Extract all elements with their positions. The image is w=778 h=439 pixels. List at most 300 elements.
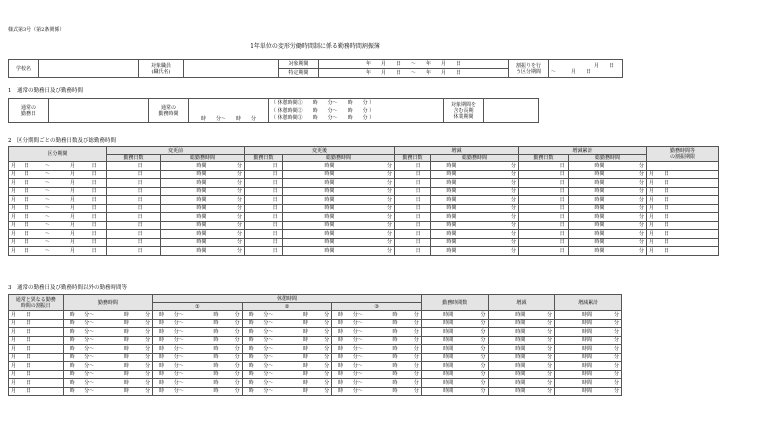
hours-value-before[interactable] xyxy=(161,221,195,230)
period-end-day[interactable]: 日 xyxy=(83,247,107,256)
period-end-month[interactable]: 月 xyxy=(63,187,83,196)
hours-value-change[interactable] xyxy=(431,247,445,256)
change-hours[interactable]: 時間 xyxy=(488,370,527,379)
work-hours-end-hour[interactable]: 時 xyxy=(118,353,135,362)
deadline-date[interactable]: 月 日 xyxy=(647,170,719,179)
break-1-start-hour[interactable]: 時 xyxy=(153,362,170,371)
break-1-start-minute[interactable]: 分～ xyxy=(170,311,187,320)
break-2-start-hour[interactable]: 時 xyxy=(242,387,259,396)
hours-value-after[interactable] xyxy=(283,230,323,239)
work-hours-end-hour[interactable]: 時 xyxy=(118,336,135,345)
break-1-end-hour[interactable]: 時 xyxy=(207,319,224,328)
cumulative-minutes[interactable]: 分 xyxy=(594,370,622,379)
period-end-month[interactable]: 月 xyxy=(63,196,83,205)
days-value-after[interactable] xyxy=(245,204,269,213)
period-start-month[interactable]: 月 xyxy=(9,247,21,256)
specific-period-dates[interactable]: 年 月 日 ～ 年 月 日 xyxy=(319,69,509,78)
cumulative-hours[interactable]: 時間 xyxy=(555,319,594,328)
target-period-dates[interactable]: 年 月 日 ～ 年 月 日 xyxy=(319,60,509,69)
days-value-change[interactable] xyxy=(395,162,407,171)
period-start-month[interactable]: 月 xyxy=(9,187,21,196)
duration-hours[interactable]: 時間 xyxy=(421,345,455,354)
hours-value-before[interactable] xyxy=(161,213,195,222)
break-2-start-minute[interactable]: 分～ xyxy=(260,387,277,396)
days-value-before[interactable] xyxy=(107,221,121,230)
allocation-date[interactable]: 月 日 xyxy=(9,345,64,354)
work-hours-start-minute[interactable]: 分～ xyxy=(81,362,98,371)
period-end-month[interactable]: 月 xyxy=(63,238,83,247)
work-hours-end-minute[interactable]: 分 xyxy=(135,353,152,362)
cumulative-hours[interactable]: 時間 xyxy=(555,362,594,371)
hours-value-after[interactable] xyxy=(283,187,323,196)
days-value-change[interactable] xyxy=(395,221,407,230)
duration-minutes[interactable]: 分 xyxy=(455,370,488,379)
period-start-month[interactable]: 月 xyxy=(9,230,21,239)
break-2-start-hour[interactable]: 時 xyxy=(242,336,259,345)
hours-value-after[interactable] xyxy=(283,221,323,230)
cumulative-minutes[interactable]: 分 xyxy=(594,336,622,345)
days-value-change[interactable] xyxy=(395,204,407,213)
break-time-1[interactable]: （ 休憩時間① 時 分～ 時 分 ） xyxy=(269,99,444,107)
allocation-date[interactable]: 月 日 xyxy=(9,387,64,396)
work-hours-end-hour[interactable]: 時 xyxy=(118,345,135,354)
break-1-start-hour[interactable]: 時 xyxy=(153,345,170,354)
cumulative-hours[interactable]: 時間 xyxy=(555,370,594,379)
period-end-day[interactable]: 日 xyxy=(83,204,107,213)
hours-value-cumulative[interactable] xyxy=(569,170,593,179)
days-value-after[interactable] xyxy=(245,213,269,222)
period-start-month[interactable]: 月 xyxy=(9,162,21,171)
hours-value-before[interactable] xyxy=(161,247,195,256)
break-3-end-minute[interactable]: 分 xyxy=(404,336,422,345)
work-hours-start-hour[interactable]: 時 xyxy=(63,362,80,371)
deadline-date[interactable]: 月 日 xyxy=(647,179,719,188)
days-value-change[interactable] xyxy=(395,230,407,239)
work-hours-start-hour[interactable]: 時 xyxy=(63,387,80,396)
change-hours[interactable]: 時間 xyxy=(488,319,527,328)
break-2-end-minute[interactable]: 分 xyxy=(314,362,331,371)
days-value-before[interactable] xyxy=(107,179,121,188)
period-start-day[interactable]: 日 xyxy=(21,230,33,239)
cumulative-hours[interactable]: 時間 xyxy=(555,311,594,320)
cumulative-minutes[interactable]: 分 xyxy=(594,362,622,371)
hours-value-after[interactable] xyxy=(283,204,323,213)
period-end-day[interactable]: 日 xyxy=(83,221,107,230)
break-2-start-minute[interactable]: 分～ xyxy=(260,328,277,337)
allocation-period-dates[interactable]: 月 日 ～ 月 日 xyxy=(549,60,623,78)
break-1-end-hour[interactable]: 時 xyxy=(207,379,224,388)
hours-value-cumulative[interactable] xyxy=(569,230,593,239)
duration-minutes[interactable]: 分 xyxy=(455,362,488,371)
hours-value-before[interactable] xyxy=(161,170,195,179)
duration-minutes[interactable]: 分 xyxy=(455,311,488,320)
work-hours-start-hour[interactable]: 時 xyxy=(63,328,80,337)
change-minutes[interactable]: 分 xyxy=(527,370,554,379)
duration-hours[interactable]: 時間 xyxy=(421,353,455,362)
period-end-month[interactable]: 月 xyxy=(63,213,83,222)
days-value-cumulative[interactable] xyxy=(519,162,557,171)
normal-days-field[interactable] xyxy=(49,99,149,123)
break-3-start-hour[interactable]: 時 xyxy=(332,353,349,362)
work-hours-end-hour[interactable]: 時 xyxy=(118,379,135,388)
hours-value-cumulative[interactable] xyxy=(569,213,593,222)
period-end-month[interactable]: 月 xyxy=(63,162,83,171)
cumulative-minutes[interactable]: 分 xyxy=(594,345,622,354)
days-value-before[interactable] xyxy=(107,247,121,256)
days-value-before[interactable] xyxy=(107,204,121,213)
work-hours-start-minute[interactable]: 分～ xyxy=(81,353,98,362)
period-end-day[interactable]: 日 xyxy=(83,213,107,222)
cumulative-hours[interactable]: 時間 xyxy=(555,353,594,362)
days-value-cumulative[interactable] xyxy=(519,247,557,256)
cumulative-minutes[interactable]: 分 xyxy=(594,387,622,396)
break-2-end-hour[interactable]: 時 xyxy=(297,336,314,345)
break-2-end-hour[interactable]: 時 xyxy=(297,379,314,388)
break-3-end-hour[interactable]: 時 xyxy=(386,387,403,396)
work-hours-start-hour[interactable]: 時 xyxy=(63,336,80,345)
work-hours-start-hour[interactable]: 時 xyxy=(63,311,80,320)
period-end-day[interactable]: 日 xyxy=(83,238,107,247)
duration-minutes[interactable]: 分 xyxy=(455,379,488,388)
work-hours-start-minute[interactable]: 分～ xyxy=(81,387,98,396)
period-start-day[interactable]: 日 xyxy=(21,247,33,256)
break-2-start-minute[interactable]: 分～ xyxy=(260,370,277,379)
break-3-start-minute[interactable]: 分～ xyxy=(349,379,366,388)
change-minutes[interactable]: 分 xyxy=(527,379,554,388)
break-2-start-minute[interactable]: 分～ xyxy=(260,345,277,354)
deadline-date[interactable]: 月 日 xyxy=(647,187,719,196)
work-hours-end-hour[interactable]: 時 xyxy=(118,311,135,320)
break-1-end-hour[interactable]: 時 xyxy=(207,387,224,396)
break-3-end-hour[interactable]: 時 xyxy=(386,311,403,320)
break-3-start-hour[interactable]: 時 xyxy=(332,370,349,379)
change-minutes[interactable]: 分 xyxy=(527,319,554,328)
days-value-before[interactable] xyxy=(107,213,121,222)
break-3-start-hour[interactable]: 時 xyxy=(332,362,349,371)
break-3-end-minute[interactable]: 分 xyxy=(404,353,422,362)
period-start-month[interactable]: 月 xyxy=(9,238,21,247)
period-start-month[interactable]: 月 xyxy=(9,179,21,188)
days-value-after[interactable] xyxy=(245,196,269,205)
deadline-date[interactable]: 月 日 xyxy=(647,221,719,230)
break-1-start-hour[interactable]: 時 xyxy=(153,319,170,328)
days-value-cumulative[interactable] xyxy=(519,170,557,179)
break-3-end-hour[interactable]: 時 xyxy=(386,353,403,362)
duration-minutes[interactable]: 分 xyxy=(455,336,488,345)
break-1-start-minute[interactable]: 分～ xyxy=(170,319,187,328)
hours-value-after[interactable] xyxy=(283,238,323,247)
period-start-day[interactable]: 日 xyxy=(21,179,33,188)
break-1-end-hour[interactable]: 時 xyxy=(207,353,224,362)
hours-value-after[interactable] xyxy=(283,179,323,188)
hours-value-change[interactable] xyxy=(431,238,445,247)
days-value-after[interactable] xyxy=(245,179,269,188)
break-1-end-minute[interactable]: 分 xyxy=(225,362,242,371)
period-start-day[interactable]: 日 xyxy=(21,196,33,205)
days-value-change[interactable] xyxy=(395,170,407,179)
break-3-start-minute[interactable]: 分～ xyxy=(349,362,366,371)
cumulative-minutes[interactable]: 分 xyxy=(594,328,622,337)
hours-value-change[interactable] xyxy=(431,179,445,188)
days-value-change[interactable] xyxy=(395,179,407,188)
break-3-start-hour[interactable]: 時 xyxy=(332,319,349,328)
break-2-start-hour[interactable]: 時 xyxy=(242,362,259,371)
duration-minutes[interactable]: 分 xyxy=(455,345,488,354)
work-hours-end-hour[interactable]: 時 xyxy=(118,319,135,328)
break-3-end-hour[interactable]: 時 xyxy=(386,319,403,328)
allocation-date[interactable]: 月 日 xyxy=(9,362,64,371)
hours-value-after[interactable] xyxy=(283,247,323,256)
days-value-cumulative[interactable] xyxy=(519,187,557,196)
break-time-2[interactable]: （ 休憩時間② 時 分～ 時 分 ） xyxy=(269,107,444,115)
break-3-end-hour[interactable]: 時 xyxy=(386,379,403,388)
cumulative-minutes[interactable]: 分 xyxy=(594,379,622,388)
period-start-day[interactable]: 日 xyxy=(21,204,33,213)
break-1-end-minute[interactable]: 分 xyxy=(225,311,242,320)
break-time-3[interactable]: （ 休憩時間③ 時 分～ 時 分 ） xyxy=(269,115,444,123)
hours-value-change[interactable] xyxy=(431,187,445,196)
hours-value-cumulative[interactable] xyxy=(569,196,593,205)
work-hours-end-hour[interactable]: 時 xyxy=(118,362,135,371)
break-2-end-hour[interactable]: 時 xyxy=(297,319,314,328)
break-3-end-hour[interactable]: 時 xyxy=(386,328,403,337)
school-name-field[interactable] xyxy=(39,60,139,78)
break-2-end-minute[interactable]: 分 xyxy=(314,319,331,328)
break-2-end-hour[interactable]: 時 xyxy=(297,370,314,379)
break-3-start-minute[interactable]: 分～ xyxy=(349,336,366,345)
period-start-day[interactable]: 日 xyxy=(21,213,33,222)
work-hours-end-minute[interactable]: 分 xyxy=(135,311,152,320)
work-hours-start-minute[interactable]: 分～ xyxy=(81,370,98,379)
break-2-start-hour[interactable]: 時 xyxy=(242,319,259,328)
period-end-day[interactable]: 日 xyxy=(83,230,107,239)
break-2-end-hour[interactable]: 時 xyxy=(297,387,314,396)
work-hours-end-minute[interactable]: 分 xyxy=(135,328,152,337)
break-3-start-hour[interactable]: 時 xyxy=(332,311,349,320)
break-1-start-minute[interactable]: 分～ xyxy=(170,370,187,379)
break-3-start-minute[interactable]: 分～ xyxy=(349,387,366,396)
hours-value-cumulative[interactable] xyxy=(569,204,593,213)
break-1-end-minute[interactable]: 分 xyxy=(225,370,242,379)
break-1-start-minute[interactable]: 分～ xyxy=(170,353,187,362)
days-value-cumulative[interactable] xyxy=(519,204,557,213)
period-end-month[interactable]: 月 xyxy=(63,170,83,179)
break-3-end-minute[interactable]: 分 xyxy=(404,311,422,320)
allocation-date[interactable]: 月 日 xyxy=(9,353,64,362)
break-1-start-hour[interactable]: 時 xyxy=(153,353,170,362)
break-3-end-minute[interactable]: 分 xyxy=(404,328,422,337)
period-end-month[interactable]: 月 xyxy=(63,221,83,230)
break-2-end-minute[interactable]: 分 xyxy=(314,336,331,345)
break-1-end-hour[interactable]: 時 xyxy=(207,311,224,320)
break-1-end-hour[interactable]: 時 xyxy=(207,362,224,371)
days-value-cumulative[interactable] xyxy=(519,179,557,188)
break-1-start-minute[interactable]: 分～ xyxy=(170,362,187,371)
break-2-end-minute[interactable]: 分 xyxy=(314,370,331,379)
break-3-end-minute[interactable]: 分 xyxy=(404,379,422,388)
days-value-cumulative[interactable] xyxy=(519,221,557,230)
hours-value-before[interactable] xyxy=(161,187,195,196)
change-hours[interactable]: 時間 xyxy=(488,328,527,337)
work-hours-start-hour[interactable]: 時 xyxy=(63,319,80,328)
deadline-date[interactable]: 月 日 xyxy=(647,238,719,247)
days-value-before[interactable] xyxy=(107,230,121,239)
break-3-start-minute[interactable]: 分～ xyxy=(349,319,366,328)
work-hours-start-hour[interactable]: 時 xyxy=(63,353,80,362)
break-1-start-minute[interactable]: 分～ xyxy=(170,379,187,388)
break-2-end-minute[interactable]: 分 xyxy=(314,328,331,337)
break-3-end-hour[interactable]: 時 xyxy=(386,362,403,371)
break-3-end-minute[interactable]: 分 xyxy=(404,362,422,371)
duration-minutes[interactable]: 分 xyxy=(455,387,488,396)
work-hours-start-minute[interactable]: 分～ xyxy=(81,379,98,388)
days-value-cumulative[interactable] xyxy=(519,238,557,247)
work-hours-start-minute[interactable]: 分～ xyxy=(81,336,98,345)
days-value-cumulative[interactable] xyxy=(519,213,557,222)
cumulative-minutes[interactable]: 分 xyxy=(594,319,622,328)
work-hours-end-hour[interactable]: 時 xyxy=(118,387,135,396)
break-2-end-hour[interactable]: 時 xyxy=(297,311,314,320)
break-2-start-minute[interactable]: 分～ xyxy=(260,353,277,362)
days-value-change[interactable] xyxy=(395,213,407,222)
duration-hours[interactable]: 時間 xyxy=(421,311,455,320)
period-start-day[interactable]: 日 xyxy=(21,221,33,230)
work-hours-end-hour[interactable]: 時 xyxy=(118,370,135,379)
break-3-start-minute[interactable]: 分～ xyxy=(349,370,366,379)
break-2-start-hour[interactable]: 時 xyxy=(242,345,259,354)
break-3-end-hour[interactable]: 時 xyxy=(386,370,403,379)
allocation-date[interactable]: 月 日 xyxy=(9,311,64,320)
break-1-start-hour[interactable]: 時 xyxy=(153,387,170,396)
break-3-end-hour[interactable]: 時 xyxy=(386,345,403,354)
allocation-date[interactable]: 月 日 xyxy=(9,379,64,388)
hours-value-change[interactable] xyxy=(431,170,445,179)
hours-value-cumulative[interactable] xyxy=(569,238,593,247)
days-value-cumulative[interactable] xyxy=(519,196,557,205)
change-hours[interactable]: 時間 xyxy=(488,311,527,320)
break-1-start-hour[interactable]: 時 xyxy=(153,328,170,337)
period-end-month[interactable]: 月 xyxy=(63,204,83,213)
period-end-month[interactable]: 月 xyxy=(63,247,83,256)
work-hours-end-minute[interactable]: 分 xyxy=(135,387,152,396)
hours-value-cumulative[interactable] xyxy=(569,187,593,196)
break-1-end-minute[interactable]: 分 xyxy=(225,336,242,345)
break-3-start-hour[interactable]: 時 xyxy=(332,336,349,345)
work-hours-end-minute[interactable]: 分 xyxy=(135,370,152,379)
break-2-start-minute[interactable]: 分～ xyxy=(260,362,277,371)
break-3-start-minute[interactable]: 分～ xyxy=(349,353,366,362)
days-value-after[interactable] xyxy=(245,162,269,171)
period-end-month[interactable]: 月 xyxy=(63,230,83,239)
break-2-end-hour[interactable]: 時 xyxy=(297,328,314,337)
duration-minutes[interactable]: 分 xyxy=(455,328,488,337)
period-start-day[interactable]: 日 xyxy=(21,187,33,196)
work-hours-end-minute[interactable]: 分 xyxy=(135,345,152,354)
cumulative-hours[interactable]: 時間 xyxy=(555,387,594,396)
break-1-start-minute[interactable]: 分～ xyxy=(170,328,187,337)
hours-value-change[interactable] xyxy=(431,221,445,230)
allocation-date[interactable]: 月 日 xyxy=(9,336,64,345)
break-3-start-minute[interactable]: 分～ xyxy=(349,345,366,354)
change-minutes[interactable]: 分 xyxy=(527,387,554,396)
days-value-after[interactable] xyxy=(245,230,269,239)
break-2-end-minute[interactable]: 分 xyxy=(314,379,331,388)
days-value-before[interactable] xyxy=(107,170,121,179)
break-2-end-hour[interactable]: 時 xyxy=(297,353,314,362)
break-2-start-hour[interactable]: 時 xyxy=(242,379,259,388)
duration-hours[interactable]: 時間 xyxy=(421,328,455,337)
hours-value-after[interactable] xyxy=(283,196,323,205)
hours-value-change[interactable] xyxy=(431,213,445,222)
period-end-month[interactable]: 月 xyxy=(63,179,83,188)
hours-value-before[interactable] xyxy=(161,230,195,239)
period-start-month[interactable]: 月 xyxy=(9,221,21,230)
break-1-end-hour[interactable]: 時 xyxy=(207,345,224,354)
period-end-day[interactable]: 日 xyxy=(83,162,107,171)
break-1-end-minute[interactable]: 分 xyxy=(225,328,242,337)
break-3-start-hour[interactable]: 時 xyxy=(332,379,349,388)
change-hours[interactable]: 時間 xyxy=(488,379,527,388)
break-1-start-hour[interactable]: 時 xyxy=(153,370,170,379)
period-start-month[interactable]: 月 xyxy=(9,204,21,213)
break-1-end-minute[interactable]: 分 xyxy=(225,353,242,362)
break-1-end-minute[interactable]: 分 xyxy=(225,379,242,388)
hours-value-before[interactable] xyxy=(161,238,195,247)
period-start-month[interactable]: 月 xyxy=(9,196,21,205)
break-2-end-hour[interactable]: 時 xyxy=(297,345,314,354)
break-1-start-hour[interactable]: 時 xyxy=(153,311,170,320)
work-hours-start-hour[interactable]: 時 xyxy=(63,379,80,388)
change-minutes[interactable]: 分 xyxy=(527,353,554,362)
break-3-start-minute[interactable]: 分～ xyxy=(349,311,366,320)
hours-value-before[interactable] xyxy=(161,162,195,171)
work-hours-end-hour[interactable]: 時 xyxy=(118,328,135,337)
days-value-change[interactable] xyxy=(395,238,407,247)
break-2-end-minute[interactable]: 分 xyxy=(314,353,331,362)
hours-value-after[interactable] xyxy=(283,162,323,171)
vacation-field[interactable] xyxy=(484,99,539,123)
days-value-after[interactable] xyxy=(245,187,269,196)
hours-value-before[interactable] xyxy=(161,179,195,188)
hours-value-change[interactable] xyxy=(431,204,445,213)
duration-minutes[interactable]: 分 xyxy=(455,319,488,328)
days-value-change[interactable] xyxy=(395,247,407,256)
hours-value-after[interactable] xyxy=(283,213,323,222)
work-hours-start-minute[interactable]: 分～ xyxy=(81,328,98,337)
change-hours[interactable]: 時間 xyxy=(488,353,527,362)
hours-value-cumulative[interactable] xyxy=(569,162,593,171)
cumulative-hours[interactable]: 時間 xyxy=(555,379,594,388)
allocation-date[interactable]: 月 日 xyxy=(9,328,64,337)
hours-value-before[interactable] xyxy=(161,204,195,213)
duration-hours[interactable]: 時間 xyxy=(421,379,455,388)
break-3-start-minute[interactable]: 分～ xyxy=(349,328,366,337)
work-hours-end-minute[interactable]: 分 xyxy=(135,336,152,345)
period-start-month[interactable]: 月 xyxy=(9,213,21,222)
break-3-end-minute[interactable]: 分 xyxy=(404,319,422,328)
staff-name-field[interactable] xyxy=(184,60,279,78)
days-value-before[interactable] xyxy=(107,196,121,205)
duration-minutes[interactable]: 分 xyxy=(455,353,488,362)
break-1-start-minute[interactable]: 分～ xyxy=(170,387,187,396)
period-start-month[interactable]: 月 xyxy=(9,170,21,179)
days-value-after[interactable] xyxy=(245,247,269,256)
normal-hours-field[interactable]: 時 分～ 時 分 xyxy=(189,99,269,123)
period-end-day[interactable]: 日 xyxy=(83,196,107,205)
days-value-change[interactable] xyxy=(395,187,407,196)
duration-hours[interactable]: 時間 xyxy=(421,362,455,371)
break-1-end-minute[interactable]: 分 xyxy=(225,345,242,354)
